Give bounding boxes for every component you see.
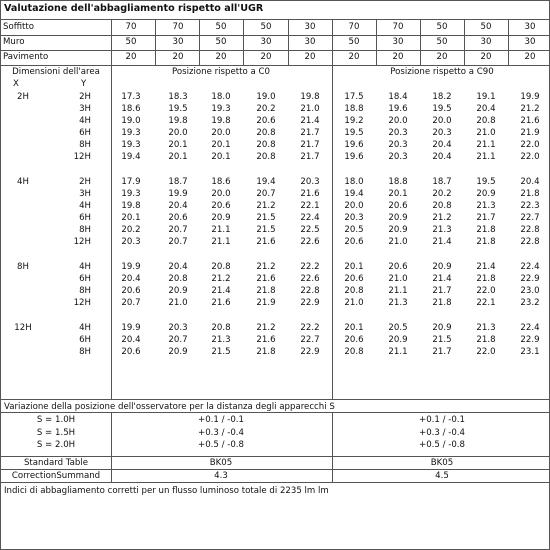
ugr-value-c0: 21.2 — [211, 273, 231, 284]
ugr-value-c0: 20.6 — [121, 346, 141, 357]
group-x-label: 4H — [17, 176, 29, 187]
variation-c0: +0.3 / -0.4 — [198, 427, 244, 438]
row-y-label: 8H — [79, 140, 91, 151]
ugr-value-c90: 22.1 — [476, 297, 496, 308]
ugr-value-c90: 20.3 — [344, 213, 364, 224]
ugr-value-c90: 22.8 — [520, 225, 540, 236]
ugr-value-c90: 23.1 — [520, 346, 540, 357]
ugr-value-c0: 19.9 — [121, 322, 141, 333]
ugr-value-c0: 22.4 — [300, 213, 320, 224]
ugr-value-c90: 20.8 — [344, 346, 364, 357]
ugr-value-c0: 21.6 — [256, 334, 276, 345]
reflectance-value: 30 — [392, 37, 404, 47]
ugr-value-c90: 21.0 — [388, 237, 408, 248]
variation-title: Variazione della posizione dell'osservatore per la distanza degli apparecchi S — [4, 402, 335, 412]
ugr-value-c90: 22.0 — [520, 140, 540, 151]
ugr-value-c90: 21.3 — [388, 297, 408, 308]
ugr-value-c90: 20.0 — [388, 116, 408, 127]
ugr-value-c0: 20.1 — [211, 140, 231, 151]
reflectance-value: 20 — [215, 52, 227, 62]
ugr-value-c90: 21.8 — [476, 237, 496, 248]
ugr-value-c0: 19.0 — [121, 116, 141, 127]
ugr-value-c0: 19.8 — [211, 116, 231, 127]
reflectance-divider — [1, 65, 549, 66]
ugr-value-c0: 20.8 — [211, 322, 231, 333]
ugr-value-c0: 20.1 — [168, 152, 188, 163]
ugr-value-c90: 21.3 — [476, 201, 496, 211]
reflectance-column-divider — [111, 19, 112, 65]
ugr-value-c0: 20.8 — [256, 140, 276, 151]
reflectance-value: 50 — [125, 37, 137, 47]
reflectance-value: 20 — [348, 52, 360, 62]
ugr-value-c0: 19.8 — [121, 201, 141, 211]
row-y-label: 3H — [79, 188, 91, 199]
ugr-value-c90: 17.5 — [344, 92, 364, 102]
ugr-value-c0: 20.0 — [168, 128, 188, 139]
ugr-value-c90: 21.0 — [388, 273, 408, 284]
ugr-value-c90: 19.4 — [344, 188, 364, 199]
ugr-value-c90: 18.8 — [344, 104, 364, 115]
room-dimensions-header: Dimensioni dell'area — [12, 67, 100, 77]
ugr-value-c90: 23.0 — [520, 285, 540, 296]
ugr-value-c0: 20.9 — [168, 285, 188, 296]
reflectance-value: 20 — [436, 52, 448, 62]
ugr-value-c0: 20.7 — [256, 188, 276, 199]
ugr-value-c0: 20.9 — [168, 346, 188, 357]
ugr-value-c0: 21.0 — [300, 104, 320, 115]
sheet-title: Valutazione dell'abbagliamento rispetto all'UGR — [4, 3, 264, 14]
ugr-value-c0: 19.9 — [121, 261, 141, 272]
ugr-value-c90: 19.2 — [344, 116, 364, 127]
row-y-label: 12H — [73, 297, 91, 308]
spacing-label: S = 1.5H — [36, 427, 76, 438]
ugr-value-c90: 22.3 — [520, 201, 540, 211]
reflectance-value: 30 — [304, 37, 316, 47]
ugr-value-c0: 20.2 — [256, 104, 276, 115]
ugr-value-c90: 20.9 — [432, 322, 452, 333]
ugr-value-c0: 21.7 — [300, 152, 320, 163]
group-x-label: 2H — [17, 92, 29, 102]
reflectance-value: 30 — [304, 22, 316, 32]
ugr-value-c90: 21.3 — [432, 225, 452, 236]
reflectance-value: 70 — [392, 22, 404, 32]
variation-c0: +0.1 / -0.1 — [198, 415, 244, 425]
ugr-value-c90: 21.5 — [432, 334, 452, 345]
row-y-label: 8H — [79, 285, 91, 296]
row-y-label: 4H — [79, 322, 91, 333]
ugr-value-c0: 20.7 — [168, 334, 188, 345]
reflectance-value: 20 — [172, 52, 184, 62]
reflectance-value: 70 — [125, 22, 137, 32]
ugr-value-c90: 20.1 — [344, 322, 364, 333]
table-bottom-divider — [1, 399, 549, 400]
ugr-value-c0: 21.6 — [256, 273, 276, 284]
ugr-value-c90: 22.4 — [520, 261, 540, 272]
reflectance-value: 30 — [480, 37, 492, 47]
ugr-value-c0: 21.3 — [211, 334, 231, 345]
ugr-value-c90: 20.0 — [344, 201, 364, 211]
reflectance-column-divider — [464, 19, 465, 65]
reflectance-label-soffitto: Soffitto — [3, 22, 35, 32]
ugr-value-c90: 20.4 — [520, 176, 540, 187]
ugr-value-c0: 20.9 — [211, 213, 231, 224]
ugr-value-c90: 20.6 — [388, 201, 408, 211]
ugr-value-c0: 22.6 — [300, 273, 320, 284]
ugr-value-c0: 18.3 — [168, 92, 188, 102]
ugr-value-c90: 21.4 — [432, 237, 452, 248]
footnote: Indici di abbagliamento corretti per un flusso luminoso totale di 2235 lm lm — [4, 486, 329, 496]
ugr-value-c0: 21.7 — [300, 140, 320, 151]
ugr-value-c90: 20.3 — [388, 152, 408, 163]
ugr-value-c90: 20.1 — [388, 188, 408, 199]
ugr-value-c0: 20.0 — [211, 128, 231, 139]
ugr-value-c0: 19.5 — [168, 104, 188, 115]
ugr-value-c90: 21.8 — [432, 297, 452, 308]
ugr-value-c90: 21.7 — [432, 285, 452, 296]
ugr-value-c90: 20.4 — [432, 152, 452, 163]
reflectance-value: 20 — [260, 52, 272, 62]
ugr-value-c0: 21.2 — [256, 322, 276, 333]
row-y-label: 8H — [79, 346, 91, 357]
ugr-value-c0: 20.2 — [121, 225, 141, 236]
ugr-value-c0: 20.6 — [256, 116, 276, 127]
ugr-value-c0: 20.1 — [168, 140, 188, 151]
ugr-value-c90: 20.3 — [388, 128, 408, 139]
ugr-value-c90: 20.8 — [344, 285, 364, 296]
reflectance-value: 20 — [524, 52, 536, 62]
ugr-value-c90: 22.9 — [520, 273, 540, 284]
ugr-value-c90: 21.9 — [520, 128, 540, 139]
standard-table-c90: BK05 — [430, 458, 454, 468]
ugr-value-c0: 20.0 — [211, 188, 231, 199]
reflectance-value: 20 — [304, 52, 316, 62]
ugr-value-c90: 21.1 — [476, 152, 496, 163]
ugr-value-c90: 20.8 — [476, 116, 496, 127]
ugr-value-c90: 22.0 — [476, 285, 496, 296]
group-x-label: 12H — [14, 322, 32, 333]
ugr-value-c0: 21.5 — [211, 346, 231, 357]
ugr-value-c90: 20.5 — [388, 322, 408, 333]
variation-c0: +0.5 / -0.8 — [198, 440, 244, 450]
ugr-value-c90: 19.1 — [476, 92, 496, 102]
ugr-value-c0: 17.9 — [121, 176, 141, 187]
ugr-value-c90: 21.6 — [520, 116, 540, 127]
reflectance-column-divider — [243, 19, 244, 65]
ugr-value-c90: 22.9 — [520, 334, 540, 345]
reflectance-value: 50 — [436, 37, 448, 47]
ugr-value-c90: 21.2 — [520, 104, 540, 115]
ugr-value-c0: 20.8 — [211, 261, 231, 272]
ugr-value-c90: 21.7 — [476, 213, 496, 224]
ugr-value-c90: 21.8 — [520, 188, 540, 199]
ugr-value-c0: 19.4 — [256, 176, 276, 187]
ugr-value-c0: 19.0 — [256, 92, 276, 102]
ugr-value-c0: 21.8 — [256, 346, 276, 357]
reflectance-column-divider — [332, 19, 333, 65]
ugr-value-c0: 22.6 — [300, 237, 320, 248]
ugr-value-c0: 17.3 — [121, 92, 141, 102]
ugr-value-c90: 19.5 — [476, 176, 496, 187]
row-y-label: 6H — [79, 128, 91, 139]
standard-table-label: Standard Table — [23, 458, 89, 468]
ugr-value-c0: 21.4 — [300, 116, 320, 127]
ugr-value-c0: 20.6 — [211, 201, 231, 211]
title-divider — [1, 19, 549, 20]
ugr-value-c0: 22.2 — [300, 261, 320, 272]
reflectance-value: 20 — [125, 52, 137, 62]
ugr-value-c0: 21.6 — [256, 237, 276, 248]
ugr-value-c0: 21.5 — [256, 213, 276, 224]
ugr-value-c90: 19.6 — [344, 152, 364, 163]
row-y-label: 12H — [73, 237, 91, 248]
ugr-value-c90: 20.9 — [388, 213, 408, 224]
ugr-value-c0: 19.9 — [168, 188, 188, 199]
ugr-value-c0: 21.1 — [211, 225, 231, 236]
c90-position-header: Posizione rispetto a C90 — [390, 67, 494, 77]
ugr-value-c90: 22.0 — [476, 346, 496, 357]
ugr-value-c90: 21.8 — [476, 334, 496, 345]
ugr-value-c0: 22.9 — [300, 346, 320, 357]
reflectance-column-divider — [288, 19, 289, 65]
ugr-value-c0: 19.3 — [121, 140, 141, 151]
ugr-value-c90: 20.9 — [388, 334, 408, 345]
ugr-value-c0: 20.8 — [256, 128, 276, 139]
reflectance-label-muro: Muro — [3, 37, 25, 47]
ugr-value-c90: 20.6 — [344, 334, 364, 345]
variation-c90: +0.5 / -0.8 — [419, 440, 465, 450]
ugr-value-c0: 21.4 — [211, 285, 231, 296]
row-y-label: 8H — [79, 225, 91, 236]
ugr-value-c0: 18.7 — [168, 176, 188, 187]
reflectance-value: 50 — [348, 37, 360, 47]
reflectance-column-divider — [508, 19, 509, 65]
correction-label: CorrectionSummand — [11, 471, 101, 481]
ugr-value-c0: 21.2 — [256, 201, 276, 211]
ugr-value-c0: 20.4 — [168, 201, 188, 211]
reflectance-divider — [1, 50, 549, 51]
ugr-value-c90: 21.1 — [476, 140, 496, 151]
row-y-label: 4H — [79, 201, 91, 211]
ugr-value-c90: 22.7 — [520, 213, 540, 224]
ugr-value-c90: 18.0 — [344, 176, 364, 187]
ugr-value-c0: 21.1 — [211, 237, 231, 248]
ugr-value-c0: 21.0 — [168, 297, 188, 308]
ugr-value-c0: 22.7 — [300, 334, 320, 345]
reflectance-value: 30 — [172, 37, 184, 47]
variation-left-divider — [111, 412, 112, 482]
ugr-value-c90: 21.8 — [476, 273, 496, 284]
ugr-value-c0: 19.8 — [168, 116, 188, 127]
ugr-value-c0: 22.2 — [300, 322, 320, 333]
ugr-value-c90: 21.1 — [388, 285, 408, 296]
ugr-value-c90: 19.6 — [344, 140, 364, 151]
ugr-value-c0: 21.6 — [211, 297, 231, 308]
ugr-value-c90: 21.3 — [476, 322, 496, 333]
ugr-value-c0: 20.3 — [121, 237, 141, 248]
reflectance-label-pavimento: Pavimento — [3, 52, 49, 62]
ugr-value-c90: 20.9 — [432, 261, 452, 272]
variation-bottom-divider — [1, 456, 549, 457]
ugr-value-c90: 20.4 — [432, 140, 452, 151]
reflectance-value: 30 — [524, 22, 536, 32]
row-y-label: 6H — [79, 334, 91, 345]
ugr-value-c0: 21.5 — [256, 225, 276, 236]
row-y-label: 4H — [79, 116, 91, 127]
ugr-value-c0: 18.6 — [121, 104, 141, 115]
ugr-value-c0: 20.7 — [168, 237, 188, 248]
row-y-label: 2H — [79, 176, 91, 187]
ugr-value-c90: 20.9 — [476, 188, 496, 199]
reflectance-column-divider — [376, 19, 377, 65]
variation-title-divider — [1, 412, 549, 413]
x-header: X — [13, 79, 19, 89]
ugr-value-c0: 20.6 — [168, 213, 188, 224]
ugr-value-c0: 19.4 — [121, 152, 141, 163]
reflectance-value: 70 — [348, 22, 360, 32]
reflectance-value: 30 — [260, 37, 272, 47]
ugr-value-c90: 20.6 — [388, 261, 408, 272]
ugr-value-c0: 19.3 — [121, 128, 141, 139]
dimensions-divider — [111, 65, 112, 399]
ugr-value-c0: 20.1 — [121, 213, 141, 224]
ugr-value-c0: 20.1 — [211, 152, 231, 163]
ugr-value-c0: 22.8 — [300, 285, 320, 296]
ugr-value-c0: 22.1 — [300, 201, 320, 211]
ugr-value-c0: 20.7 — [121, 297, 141, 308]
correction-c90: 4.5 — [435, 471, 449, 481]
standard-table-c0: BK05 — [209, 458, 233, 468]
ugr-value-c90: 21.1 — [388, 346, 408, 357]
ugr-value-c0: 21.6 — [300, 188, 320, 199]
ugr-value-c90: 23.2 — [520, 297, 540, 308]
ugr-value-c90: 21.7 — [432, 346, 452, 357]
spacing-label: S = 1.0H — [36, 415, 76, 425]
reflectance-value: 50 — [260, 22, 272, 32]
variation-c90: +0.3 / -0.4 — [419, 427, 465, 438]
reflectance-value: 50 — [215, 22, 227, 32]
reflectance-value: 20 — [480, 52, 492, 62]
ugr-value-c90: 20.3 — [432, 128, 452, 139]
ugr-value-c0: 20.8 — [168, 273, 188, 284]
ugr-value-c0: 20.7 — [168, 225, 188, 236]
ugr-value-c0: 19.3 — [121, 188, 141, 199]
row-y-label: 6H — [79, 273, 91, 284]
ugr-value-c90: 20.3 — [388, 140, 408, 151]
reflectance-value: 30 — [524, 37, 536, 47]
ugr-value-c90: 21.4 — [432, 273, 452, 284]
c0-c90-divider — [332, 65, 333, 399]
variation-c90: +0.1 / -0.1 — [419, 415, 465, 425]
reflectance-column-divider — [155, 19, 156, 65]
ugr-value-c0: 18.6 — [211, 176, 231, 187]
ugr-value-c90: 20.2 — [432, 188, 452, 199]
ugr-value-c0: 20.3 — [300, 176, 320, 187]
ugr-value-c90: 18.2 — [432, 92, 452, 102]
reflectance-column-divider — [199, 19, 200, 65]
ugr-value-c90: 21.0 — [476, 128, 496, 139]
ugr-value-c0: 21.2 — [256, 261, 276, 272]
correction-divider — [1, 482, 549, 483]
y-header: Y — [81, 79, 87, 89]
reflectance-value: 50 — [480, 22, 492, 32]
group-x-label: 8H — [17, 261, 29, 272]
ugr-value-c90: 19.6 — [388, 104, 408, 115]
row-y-label: 4H — [79, 261, 91, 272]
ugr-value-c90: 22.4 — [520, 322, 540, 333]
ugr-value-c90: 20.8 — [432, 201, 452, 211]
row-y-label: 12H — [73, 152, 91, 163]
ugr-value-c0: 20.4 — [168, 261, 188, 272]
ugr-value-c90: 20.9 — [388, 225, 408, 236]
correction-c0: 4.3 — [214, 471, 228, 481]
row-y-label: 2H — [79, 92, 91, 102]
ugr-value-c90: 18.4 — [388, 92, 408, 102]
ugr-value-c90: 20.6 — [344, 273, 364, 284]
ugr-value-c0: 20.6 — [121, 285, 141, 296]
reflectance-value: 70 — [172, 22, 184, 32]
ugr-value-c0: 21.7 — [300, 128, 320, 139]
ugr-value-c0: 21.9 — [256, 297, 276, 308]
ugr-value-c0: 20.8 — [256, 152, 276, 163]
ugr-value-c0: 18.0 — [211, 92, 231, 102]
ugr-value-c90: 20.6 — [344, 237, 364, 248]
ugr-value-c90: 20.0 — [432, 116, 452, 127]
spacing-label: S = 2.0H — [36, 440, 76, 450]
ugr-value-c90: 18.7 — [432, 176, 452, 187]
ugr-value-c0: 19.3 — [211, 104, 231, 115]
ugr-value-c90: 20.4 — [476, 104, 496, 115]
ugr-value-c90: 22.8 — [520, 237, 540, 248]
reflectance-value: 50 — [215, 37, 227, 47]
ugr-value-c90: 21.8 — [476, 225, 496, 236]
ugr-value-c0: 19.8 — [300, 92, 320, 102]
variation-mid-divider — [332, 412, 333, 482]
ugr-value-c90: 19.9 — [520, 92, 540, 102]
c0-position-header: Posizione rispetto a C0 — [172, 67, 270, 77]
ugr-value-c0: 20.3 — [168, 322, 188, 333]
ugr-value-c90: 21.0 — [344, 297, 364, 308]
ugr-value-c90: 18.8 — [388, 176, 408, 187]
reflectance-value: 50 — [436, 22, 448, 32]
row-y-label: 3H — [79, 104, 91, 115]
ugr-value-c0: 20.4 — [121, 334, 141, 345]
ugr-value-c90: 20.5 — [344, 225, 364, 236]
ugr-value-c0: 20.4 — [121, 273, 141, 284]
reflectance-divider — [1, 35, 549, 36]
ugr-value-c0: 21.8 — [256, 285, 276, 296]
ugr-value-c90: 21.2 — [432, 213, 452, 224]
reflectance-value: 20 — [392, 52, 404, 62]
reflectance-column-divider — [420, 19, 421, 65]
ugr-value-c90: 21.4 — [476, 261, 496, 272]
standard-table-divider — [1, 469, 549, 470]
row-y-label: 6H — [79, 213, 91, 224]
ugr-value-c90: 20.1 — [344, 261, 364, 272]
ugr-value-c0: 22.5 — [300, 225, 320, 236]
ugr-value-c90: 19.5 — [432, 104, 452, 115]
ugr-value-c0: 22.9 — [300, 297, 320, 308]
ugr-value-c90: 22.0 — [520, 152, 540, 163]
ugr-value-c90: 19.5 — [344, 128, 364, 139]
